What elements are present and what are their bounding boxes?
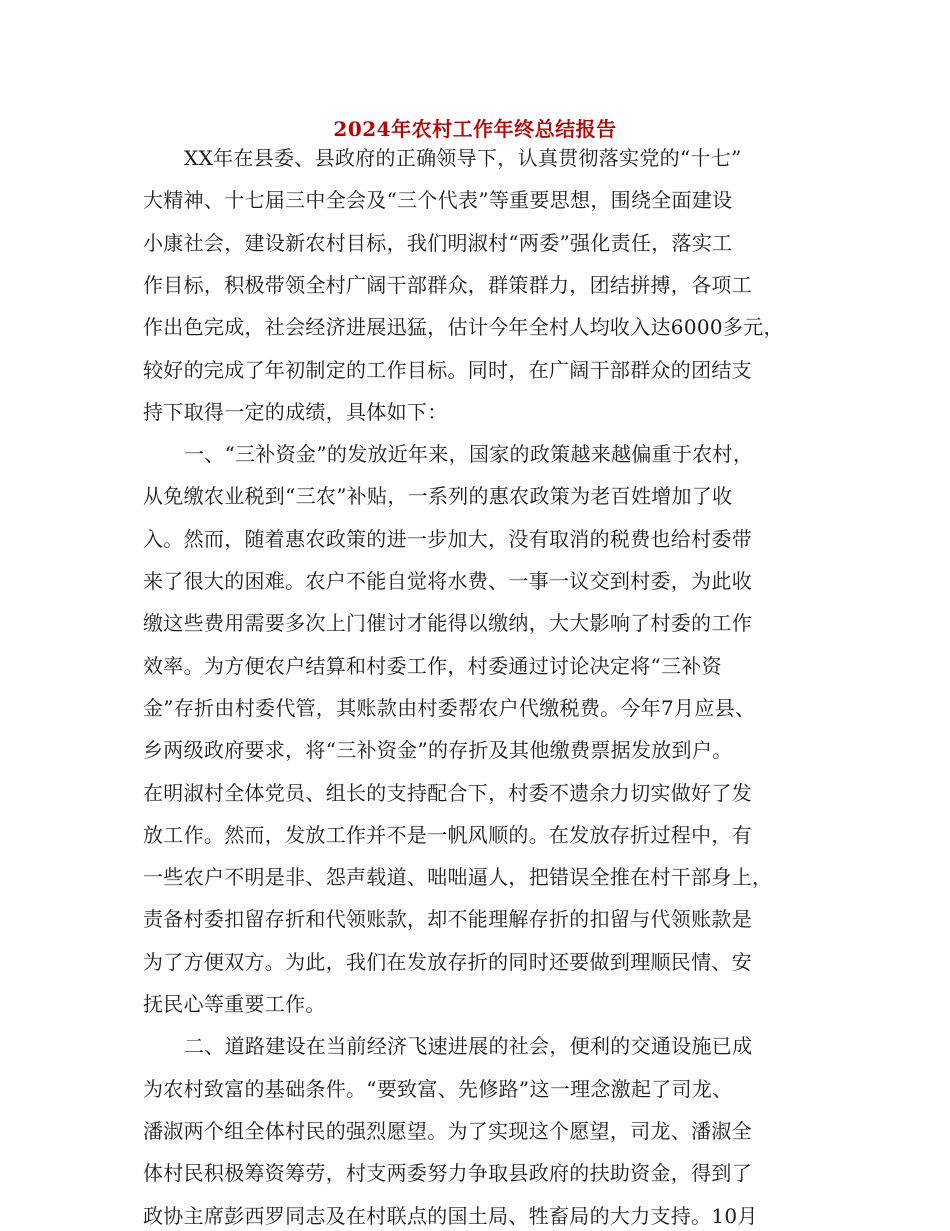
paragraph-line: 较好的完成了年初制定的工作目标。同时，在广阔干部群众的团结支 [143, 358, 752, 382]
paragraph-line: 持下取得一定的成绩，具体如下： [143, 400, 448, 424]
paragraph-line: 缴这些费用需要多次上门催讨才能得以缴纳，大大影响了村委的工作 [143, 611, 752, 635]
document-title: 2024年农村工作年终总结报告 [333, 117, 617, 141]
paragraph-line: 抚民心等重要工作。 [143, 992, 326, 1016]
paragraph-line: 作出色完成，社会经济进展迅猛，估计今年全村人均收入达6000多元， [143, 315, 784, 339]
paragraph-line: 为了方便双方。为此，我们在发放存折的同时还要做到理顺民情、安 [143, 950, 752, 974]
paragraph-line: 来了很大的困难。农户不能自觉将水费、一事一议交到村委，为此收 [143, 569, 752, 593]
paragraph-line: 大精神、十七届三中全会及“三个代表”等重要思想，围绕全面建设 [143, 188, 733, 212]
paragraph-line: XX年在县委、县政府的正确领导下，认真贯彻落实党的“十七” [184, 146, 742, 170]
paragraph-line: 二、道路建设在当前经济飞速进展的社会，便利的交通设施已成 [184, 1034, 753, 1058]
paragraph-line: 乡两级政府要求，将“三补资金”的存折及其他缴费票据发放到户。 [143, 738, 733, 762]
paragraph-line: 小康社会，建设新农村目标，我们明淑村“两委”强化责任，落实工 [143, 231, 733, 255]
paragraph-line: 一些农户不明是非、怨声载道、咄咄逼人，把错误全推在村干部身上， [143, 865, 773, 889]
paragraph-line: 在明淑村全体党员、组长的支持配合下，村委不遗余力切实做好了发 [143, 781, 752, 805]
paragraph-line: 为农村致富的基础条件。“要致富、先修路”这一理念激起了司龙、 [143, 1077, 733, 1101]
paragraph-line: 作目标，积极带领全村广阔干部群众，群策群力，团结拼搏，各项工 [143, 273, 752, 297]
paragraph-line: 从免缴农业税到“三农”补贴，一系列的惠农政策为老百姓增加了收 [143, 484, 733, 508]
paragraph-line: 效率。为方便农户结算和村委工作，村委通过讨论决定将“三补资 [143, 654, 722, 678]
paragraph-line: 金”存折由村委代管，其账款由村委帮农户代缴税费。今年7月应县、 [143, 696, 756, 720]
paragraph-line: 政协主席彭西罗同志及在村联点的国土局、牲畜局的大力支持。10月 [143, 1204, 758, 1228]
paragraph-line: 入。然而，随着惠农政策的进一步加大，没有取消的税费也给村委带 [143, 527, 752, 551]
paragraph-line: 一、“三补资金”的发放近年来，国家的政策越来越偏重于农村， [184, 442, 754, 466]
paragraph-line: 责备村委扣留存折和代领账款，却不能理解存折的扣留与代领账款是 [143, 907, 752, 931]
paragraph-line: 放工作。然而，发放工作并不是一帆风顺的。在发放存折过程中，有 [143, 823, 752, 847]
paragraph-line: 体村民积极筹资筹劳，村支两委努力争取县政府的扶助资金，得到了 [143, 1161, 752, 1185]
paragraph-line: 潘淑两个组全体村民的强烈愿望。为了实现这个愿望，司龙、潘淑全 [143, 1119, 752, 1143]
